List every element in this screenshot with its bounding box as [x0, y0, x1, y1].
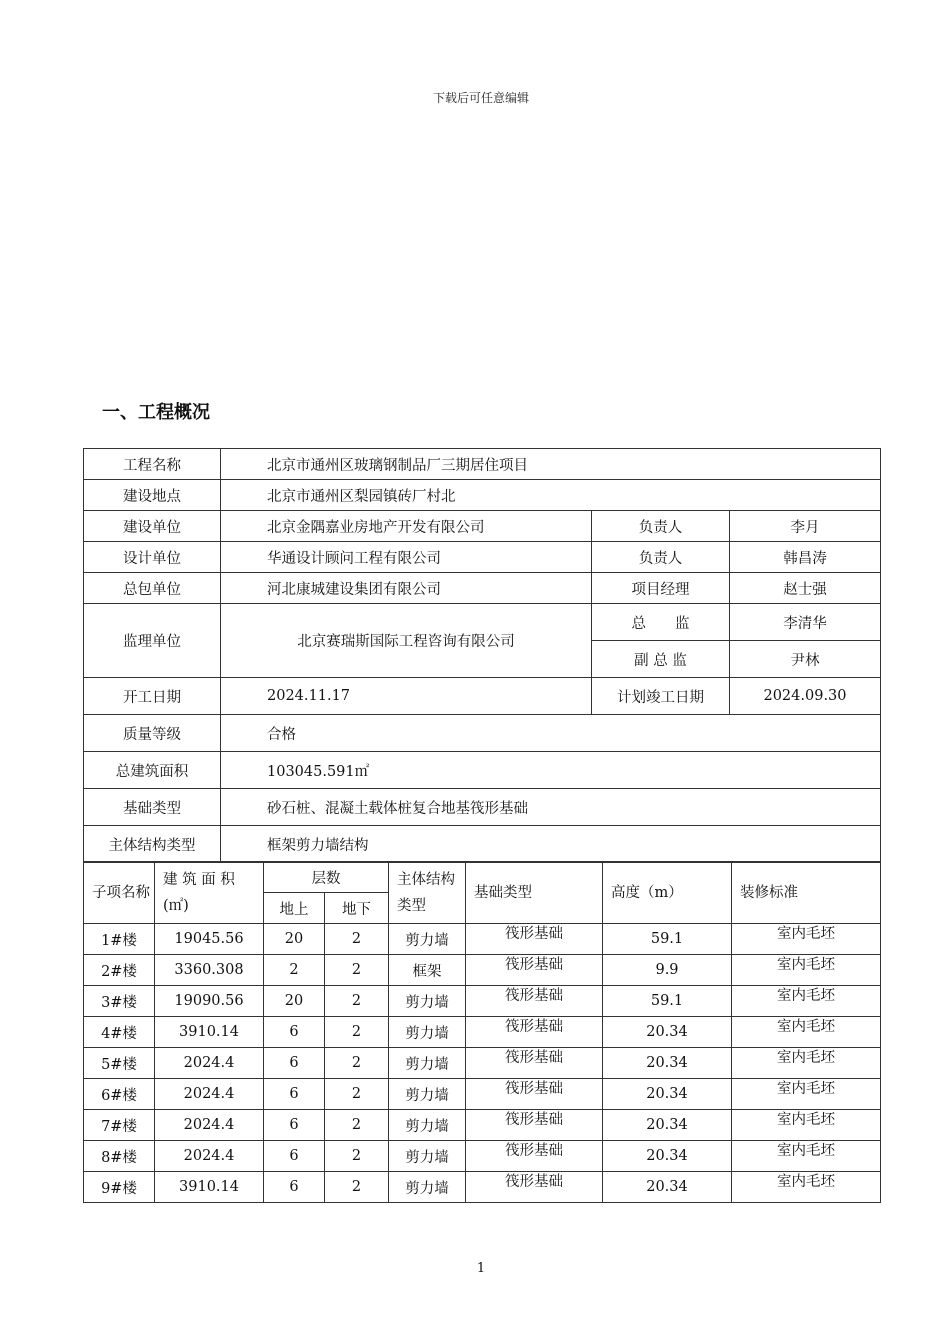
row-foundation — [84, 789, 881, 826]
cell-area: 2024.4 — [155, 1079, 264, 1110]
start-label: 开工日期 — [84, 678, 221, 715]
header-note: 下载后可任意编辑 — [432, 91, 529, 105]
foundation-label: 基础类型 — [84, 789, 221, 826]
quality-label: 质量等级 — [84, 715, 221, 752]
cell-height: 20.34 — [603, 1079, 732, 1110]
cell-above: 2 — [264, 955, 325, 986]
area-value: 103045.591㎡ — [221, 752, 881, 789]
deputy-value: 尹林 — [730, 641, 881, 678]
row-location — [84, 480, 881, 511]
cell-finish: 室内毛坯 — [732, 924, 881, 955]
table-row — [84, 986, 881, 1017]
designer-value: 华通设计顾问工程有限公司 — [221, 542, 592, 573]
contractor-value: 河北康城建设集团有限公司 — [221, 573, 592, 604]
row-structure — [84, 826, 881, 863]
sub-header-height: 高度（m） — [603, 862, 732, 924]
table-row — [84, 955, 881, 986]
row-contractor — [84, 573, 881, 604]
cell-above: 20 — [264, 924, 325, 955]
structure-value: 框架剪力墙结构 — [221, 826, 881, 863]
cell-area: 3360.308 — [155, 955, 264, 986]
deputy-label: 副 总 监 — [592, 641, 730, 678]
cell-area: 2024.4 — [155, 1110, 264, 1141]
quality-value: 合格 — [221, 715, 881, 752]
designer-person-value: 韩昌涛 — [730, 542, 881, 573]
table-row — [84, 1172, 881, 1203]
cell-below: 2 — [325, 955, 389, 986]
cell-finish: 室内毛坯 — [732, 1141, 881, 1172]
cell-above: 6 — [264, 1017, 325, 1048]
cell-area: 2024.4 — [155, 1141, 264, 1172]
manager-value: 赵士强 — [730, 573, 881, 604]
cell-height: 20.34 — [603, 1110, 732, 1141]
cell-below: 2 — [325, 1172, 389, 1203]
row-area — [84, 752, 881, 789]
page-number: 1 — [476, 1261, 486, 1276]
table-row — [84, 1079, 881, 1110]
cell-below: 2 — [325, 986, 389, 1017]
sub-header-finish: 装修标准 — [732, 862, 881, 924]
row-quality — [84, 715, 881, 752]
end-label: 计划竣工日期 — [592, 678, 730, 715]
cell-foundation: 筏形基础 — [466, 1079, 603, 1110]
cell-above: 6 — [264, 1079, 325, 1110]
sub-header-foundation: 基础类型 — [466, 862, 603, 924]
cell-area: 2024.4 — [155, 1048, 264, 1079]
cell-finish: 室内毛坯 — [732, 1110, 881, 1141]
cell-height: 59.1 — [603, 986, 732, 1017]
table-row — [84, 1048, 881, 1079]
cell-height: 20.34 — [603, 1048, 732, 1079]
structure-label: 主体结构类型 — [84, 826, 221, 863]
builder-label: 建设单位 — [84, 511, 221, 542]
manager-label: 项目经理 — [592, 573, 730, 604]
designer-label: 设计单位 — [84, 542, 221, 573]
cell-finish: 室内毛坯 — [732, 1048, 881, 1079]
cell-foundation: 筏形基础 — [466, 924, 603, 955]
sub-header-row-1 — [84, 862, 881, 893]
section-title: 一、工程概况 — [102, 402, 210, 423]
cell-above: 20 — [264, 986, 325, 1017]
cell-above: 6 — [264, 1110, 325, 1141]
cell-below: 2 — [325, 1017, 389, 1048]
sub-header-structure: 主体结构类型 — [389, 862, 466, 924]
cell-structure: 剪力墙 — [389, 924, 466, 955]
cell-finish: 室内毛坯 — [732, 955, 881, 986]
cell-height: 20.34 — [603, 1017, 732, 1048]
cell-structure: 剪力墙 — [389, 1110, 466, 1141]
project-info-table — [83, 448, 881, 863]
location-label: 建设地点 — [84, 480, 221, 511]
location-value: 北京市通州区梨园镇砖厂村北 — [221, 480, 881, 511]
cell-above: 6 — [264, 1141, 325, 1172]
cell-foundation: 筏形基础 — [466, 1110, 603, 1141]
cell-structure: 剪力墙 — [389, 1079, 466, 1110]
cell-below: 2 — [325, 1079, 389, 1110]
cell-finish: 室内毛坯 — [732, 1079, 881, 1110]
sub-table-body — [84, 924, 881, 1203]
row-project-name — [84, 449, 881, 480]
cell-structure: 剪力墙 — [389, 986, 466, 1017]
building-subitems-table — [83, 861, 881, 1203]
end-value: 2024.09.30 — [730, 678, 881, 715]
cell-name: 8#楼 — [84, 1141, 155, 1172]
cell-foundation: 筏形基础 — [466, 1172, 603, 1203]
row-dates — [84, 678, 881, 715]
cell-structure: 剪力墙 — [389, 1048, 466, 1079]
cell-name: 2#楼 — [84, 955, 155, 986]
sub-header-name: 子项名称 — [84, 862, 155, 924]
cell-foundation: 筏形基础 — [466, 986, 603, 1017]
cell-finish: 室内毛坯 — [732, 986, 881, 1017]
table-row — [84, 924, 881, 955]
cell-name: 5#楼 — [84, 1048, 155, 1079]
cell-foundation: 筏形基础 — [466, 1141, 603, 1172]
cell-above: 6 — [264, 1048, 325, 1079]
cell-structure: 剪力墙 — [389, 1141, 466, 1172]
chief-label: 总 监 — [592, 604, 730, 641]
cell-height: 20.34 — [603, 1172, 732, 1203]
cell-name: 9#楼 — [84, 1172, 155, 1203]
cell-below: 2 — [325, 1048, 389, 1079]
cell-name: 3#楼 — [84, 986, 155, 1017]
row-builder — [84, 511, 881, 542]
cell-name: 6#楼 — [84, 1079, 155, 1110]
cell-name: 4#楼 — [84, 1017, 155, 1048]
cell-below: 2 — [325, 1141, 389, 1172]
start-value: 2024.11.17 — [221, 678, 592, 715]
cell-name: 7#楼 — [84, 1110, 155, 1141]
supervisor-label: 监理单位 — [84, 604, 221, 678]
cell-structure: 剪力墙 — [389, 1172, 466, 1203]
contractor-label: 总包单位 — [84, 573, 221, 604]
table-row — [84, 1141, 881, 1172]
sub-header-area: 建 筑 面 积(㎡) — [155, 862, 264, 924]
chief-value: 李清华 — [730, 604, 881, 641]
cell-area: 19090.56 — [155, 986, 264, 1017]
cell-foundation: 筏形基础 — [466, 1017, 603, 1048]
cell-name: 1#楼 — [84, 924, 155, 955]
designer-person-label: 负责人 — [592, 542, 730, 573]
cell-structure: 剪力墙 — [389, 1017, 466, 1048]
row-supervisor — [84, 604, 881, 641]
cell-height: 9.9 — [603, 955, 732, 986]
cell-above: 6 — [264, 1172, 325, 1203]
cell-finish: 室内毛坯 — [732, 1017, 881, 1048]
cell-structure: 框架 — [389, 955, 466, 986]
table-row — [84, 1017, 881, 1048]
sub-header-floors: 层数 — [264, 862, 389, 893]
project-name-label: 工程名称 — [84, 449, 221, 480]
area-label: 总建筑面积 — [84, 752, 221, 789]
sub-header-below: 地下 — [325, 893, 389, 924]
cell-area: 3910.14 — [155, 1017, 264, 1048]
cell-area: 19045.56 — [155, 924, 264, 955]
cell-area: 3910.14 — [155, 1172, 264, 1203]
table-row — [84, 1110, 881, 1141]
cell-below: 2 — [325, 1110, 389, 1141]
cell-foundation: 筏形基础 — [466, 955, 603, 986]
supervisor-value: 北京赛瑞斯国际工程咨询有限公司 — [221, 604, 592, 678]
cell-height: 20.34 — [603, 1141, 732, 1172]
builder-value: 北京金隅嘉业房地产开发有限公司 — [221, 511, 592, 542]
cell-foundation: 筏形基础 — [466, 1048, 603, 1079]
cell-height: 59.1 — [603, 924, 732, 955]
builder-person-value: 李月 — [730, 511, 881, 542]
row-designer — [84, 542, 881, 573]
foundation-value: 砂石桩、混凝土载体桩复合地基筏形基础 — [221, 789, 881, 826]
project-name-value: 北京市通州区玻璃钢制品厂三期居住项目 — [221, 449, 881, 480]
cell-finish: 室内毛坯 — [732, 1172, 881, 1203]
builder-person-label: 负责人 — [592, 511, 730, 542]
sub-header-above: 地上 — [264, 893, 325, 924]
cell-below: 2 — [325, 924, 389, 955]
